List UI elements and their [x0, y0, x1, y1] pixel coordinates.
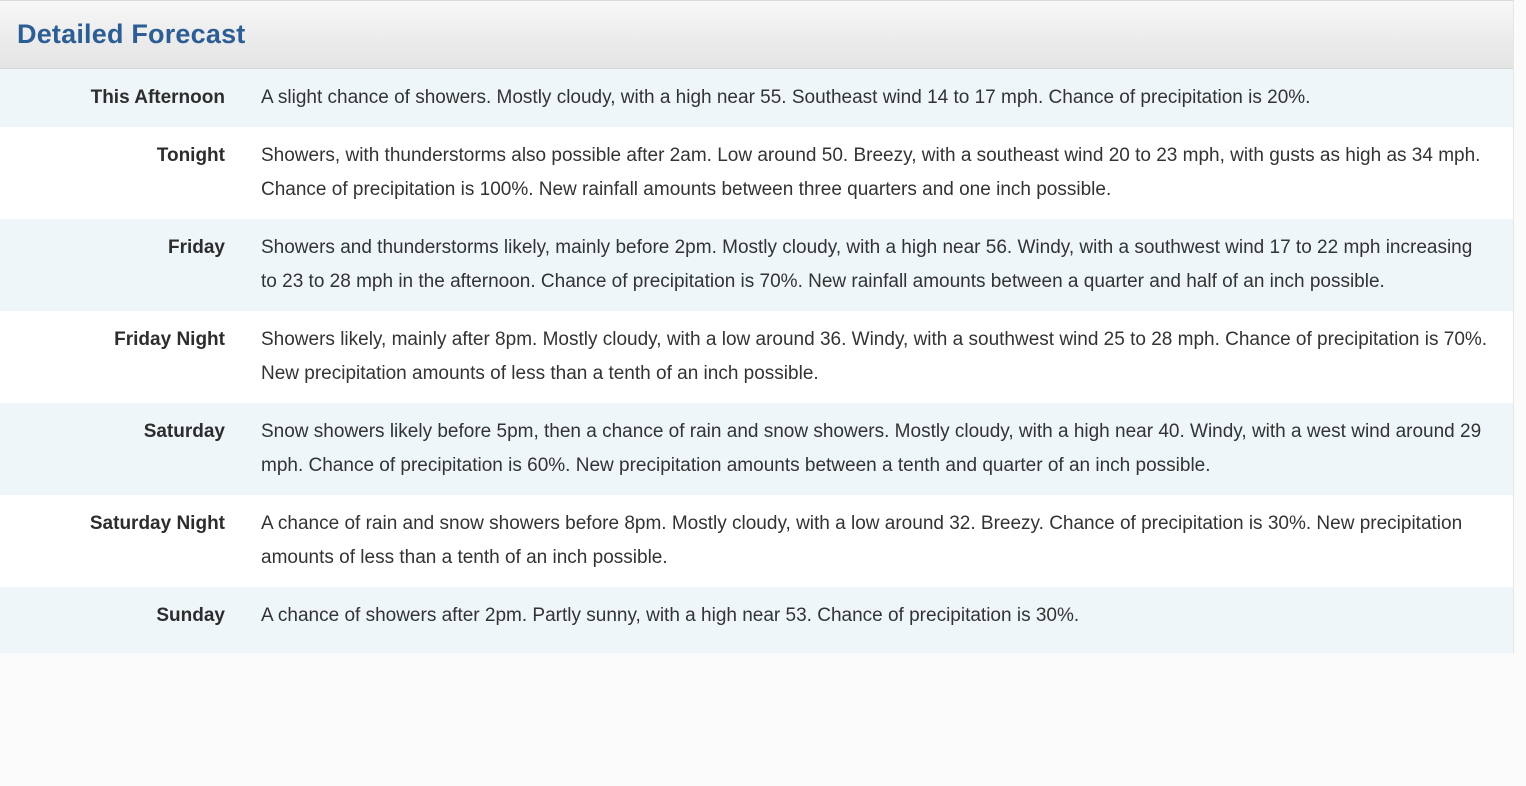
forecast-period-text: Showers, with thunderstorms also possible after 2am. Low around 50. Breezy, with a southeast wind 20 to 23 mph, with gusts as high as 34 mph. Chance of precipitation is 100%. New rainfall amounts between three quarters and one inch possible.: [261, 145, 1481, 200]
forecast-row: [0, 219, 1513, 311]
forecast-row: [0, 495, 1513, 587]
panel-header: [0, 0, 1513, 69]
forecast-period-label: Friday: [167, 237, 225, 258]
forecast-row: [0, 403, 1513, 495]
forecast-row: [0, 587, 1513, 653]
forecast-period-label: Saturday: [143, 421, 225, 442]
page-title: Detailed Forecast: [17, 19, 246, 49]
forecast-row: [0, 69, 1513, 127]
forecast-period-label: Friday Night: [114, 329, 225, 350]
forecast-period-label: This Afternoon: [90, 87, 225, 108]
forecast-row: [0, 311, 1513, 403]
forecast-period-label: Sunday: [156, 605, 225, 626]
forecast-period-text: Showers and thunderstorms likely, mainly before 2pm. Mostly cloudy, with a high near 56. Windy, with a southwest wind 17 to 22 mph increasing to 23 to 28 mph in the afternoon. Chance of precipitation is 70%. New rainfall amounts between a quarter and half of an inch possible.: [261, 237, 1473, 292]
forecast-period-text: Snow showers likely before 5pm, then a chance of rain and snow showers. Mostly cloudy, with a high near 40. Windy, with a west wind around 29 mph. Chance of precipitation is 60%. New precipitation amounts between a tenth and quarter of an inch possible.: [261, 421, 1482, 476]
forecast-period-text: A slight chance of showers. Mostly cloudy, with a high near 55. Southeast wind 14 to 17 mph. Chance of precipitation is 20%.: [261, 87, 1311, 108]
forecast-period-label: Saturday Night: [89, 513, 225, 534]
forecast-row: [0, 127, 1513, 219]
forecast-period-text: A chance of rain and snow showers before 8pm. Mostly cloudy, with a low around 32. Breezy. Chance of precipitation is 30%. New precipitation amounts of less than a tenth of an inch possible.: [261, 513, 1463, 568]
forecast-period-text: A chance of showers after 2pm. Partly sunny, with a high near 53. Chance of precipitation is 30%.: [261, 605, 1080, 626]
forecast-period-label: Tonight: [156, 145, 225, 166]
forecast-period-text: Showers likely, mainly after 8pm. Mostly cloudy, with a low around 36. Windy, with a southwest wind 25 to 28 mph. Chance of precipitation is 70%. New precipitation amounts of less than a tenth of an inch possible.: [261, 329, 1488, 384]
